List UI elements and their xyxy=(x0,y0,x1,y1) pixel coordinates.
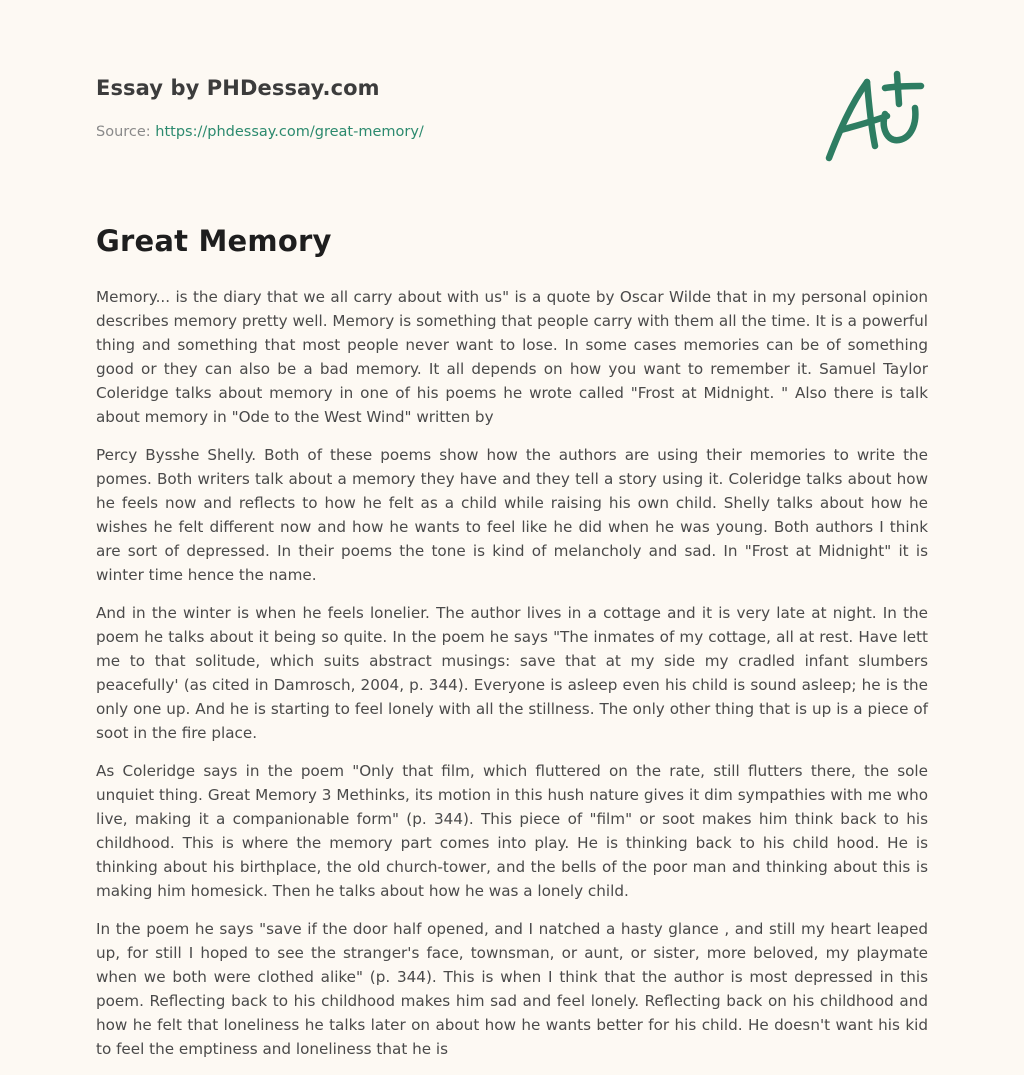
source-line xyxy=(96,124,424,140)
essay-title: Great Memory xyxy=(96,224,332,258)
essay-paragraph-3: And in the winter is when he feels lonelier. The author lives in a cottage and it is very late at night. In the poem he talks about it being so quite. In the poem he says "The inmates of my cottage, all at rest. Have lett me to that solitude, which suits abstract musings: save that at my side my cradled infant slumbers peacefully' (as cited in Damrosch, 2004, p. 344). Everyone is asleep even his child is sound asleep; he is the only one up. And he is starting to feel lonely with all the stillness. The only other thing that is up is a piece of soot in the fire place. xyxy=(96,604,928,742)
a-plus-icon xyxy=(823,66,927,166)
essay-body xyxy=(96,285,928,1075)
source-label: Source: xyxy=(96,124,156,140)
essay-paragraph-4: As Coleridge says in the poem "Only that film, which fluttered on the rate, still flutters there, the sole unquiet thing. Great Memory 3 Methinks, its motion in this hush nature gives it dim sympathies with me who live, making it a companionable form" (p. 344). This piece of "film" or soot makes him think back to his childhood. This is where the memory part comes into play. He is thinking back to his child hood. He is thinking about his birthplace, the old church-tower, and the bells of the poor man and thinking about this is making him homesick. Then he talks about how he was a lonely child. xyxy=(96,762,928,900)
essay-paragraph-1: Memory... is the diary that we all carry about with us" is a quote by Oscar Wilde that in my personal opinion describes memory pretty well. Memory is something that people carry with them all the time. It is a powerful thing and something that most people never want to lose. In some cases memories can be of something good or they can also be a bad memory. It all depends on how you want to remember it. Samuel Taylor Coleridge talks about memory in one of his poems he wrote called "Frost at Midnight. " Also there is talk about memory in "Ode to the West Wind" written by xyxy=(96,288,928,426)
site-brand: Essay by PHDessay.com xyxy=(96,76,380,100)
source-link[interactable]: https://phdessay.com/great-memory/ xyxy=(155,124,424,140)
essay-paragraph-5: In the poem he says "save if the door half opened, and I natched a hasty glance , and still my heart leaped up, for still I hoped to see the stranger's face, townsman, or aunt, or sister, more beloved, my playmate when we both were clothed alike" (p. 344). This is when I think that the author is most depressed in this poem. Reflecting back to his childhood makes him sad and feel lonely. Reflecting back on his childhood and how he felt that loneliness he talks later on about how he wants better for his child. He doesn't want his kid to feel the emptiness and loneliness that he is xyxy=(96,920,928,1058)
essay-paragraph-2: Percy Bysshe Shelly. Both of these poems show how the authors are using their memories to write the pomes. Both writers talk about a memory they have and they tell a story using it. Coleridge talks about how he feels now and reflects to how he felt as a child while raising his own child. Shelly talks about how he wishes he felt different now and how he wants to feel like he did when he was young. Both authors I think are sort of depressed. In their poems the tone is kind of melancholy and sad. In "Frost at Midnight" it is winter time hence the name. xyxy=(96,446,928,584)
